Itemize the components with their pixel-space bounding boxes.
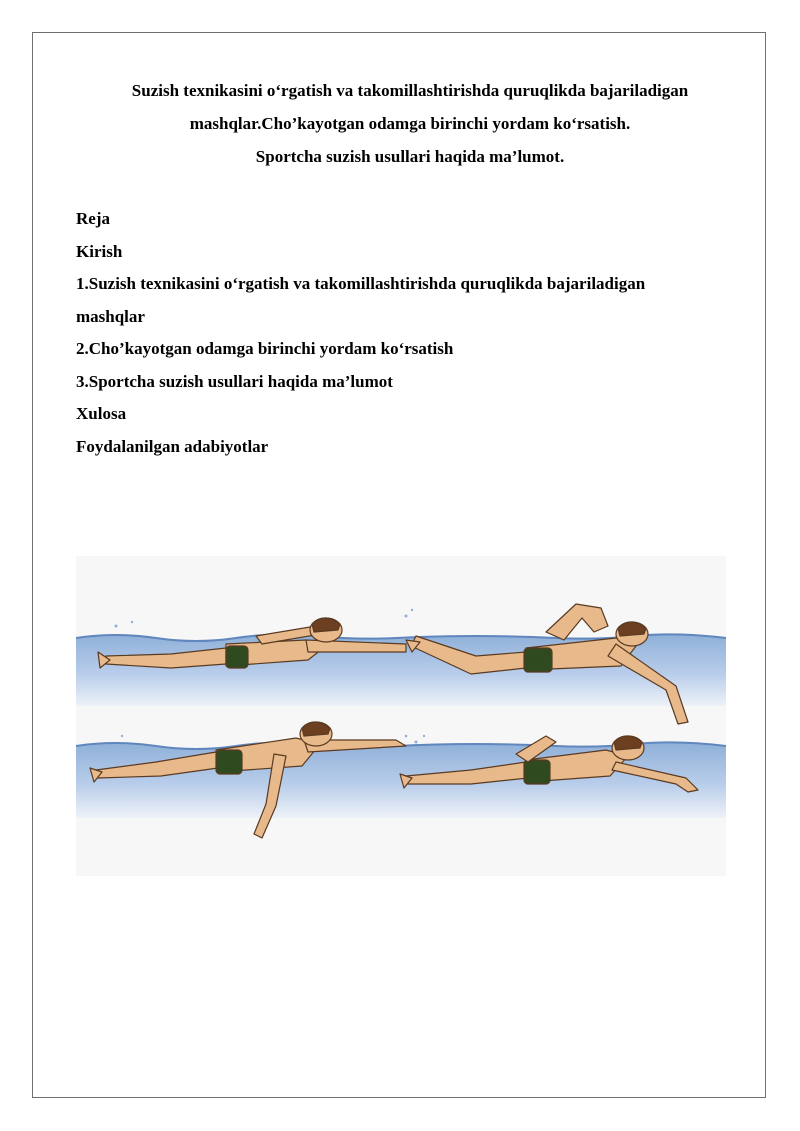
plan-outline xyxy=(76,203,756,463)
title-line-2: mashqlar.Cho’kayotgan odamga birinchi yordam ko‘rsatish. xyxy=(189,114,631,133)
outline-item-2: 2.Cho’kayotgan odamga birinchi yordam ko‘rsatish xyxy=(76,339,454,358)
outline-item-1-continued: mashqlar xyxy=(76,306,145,326)
title-line-3: Sportcha suzish usullari haqida ma’lumot. xyxy=(255,147,565,166)
title-line-1: Suzish texnikasini o‘rgatish va takomillashtirishda quruqlikda bajariladigan xyxy=(131,81,689,100)
outline-item-kirish: Kirish xyxy=(76,241,123,261)
outline-item-3: 3.Sportcha suzish usullari haqida ma’lumot xyxy=(76,371,393,391)
outline-item-adabiyotlar: Foydalanilgan adabiyotlar xyxy=(76,436,269,456)
outline-item-xulosa: Xulosa xyxy=(76,404,127,423)
freestyle-swimmer-sequence-illustration xyxy=(76,556,726,876)
outline-heading-reja: Reja xyxy=(76,209,110,228)
outline-item-1: 1.Suzish texnikasini o‘rgatish va takomillashtirishda quruqlikda bajariladigan xyxy=(76,274,646,293)
document-title xyxy=(40,74,780,173)
swimming-illustration xyxy=(76,556,726,876)
